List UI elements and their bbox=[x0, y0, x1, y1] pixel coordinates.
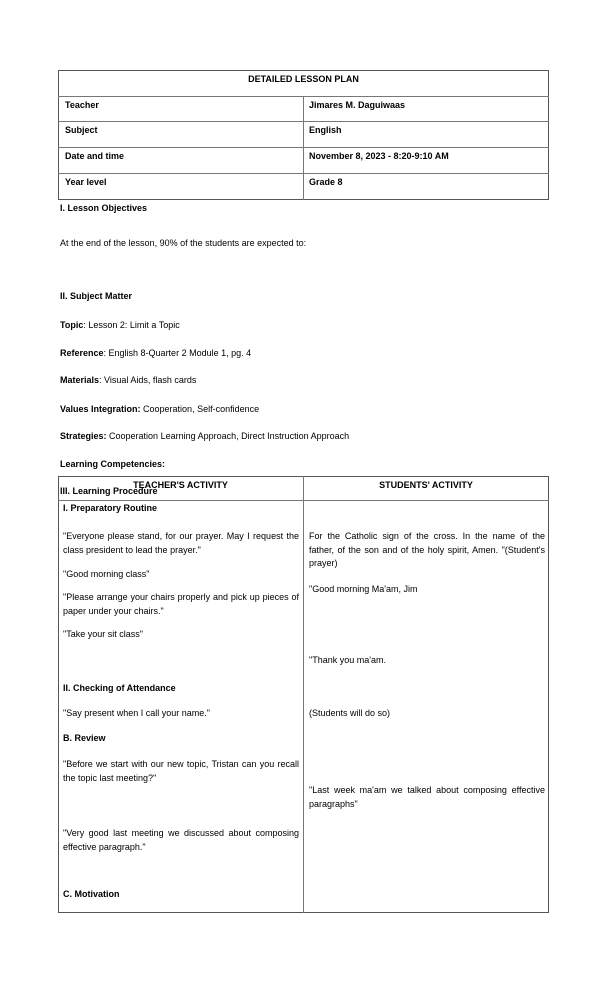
col-students-header: STUDENTS' ACTIVITY bbox=[379, 480, 473, 490]
divider bbox=[303, 476, 304, 913]
col-teacher-header: TEACHER'S ACTIVITY bbox=[133, 480, 228, 490]
objectives-heading: I. Lesson Objectives bbox=[60, 203, 148, 213]
date-label: Date and time bbox=[65, 151, 125, 161]
strategies-value: Cooperation Learning Approach, Direct Instruction Approach bbox=[106, 431, 350, 441]
reference-value: : English 8-Quarter 2 Module 1, pg. 4 bbox=[103, 348, 252, 358]
teacher-review: "Before we start with our new topic, Tristan can you recall the topic last meeting?" bbox=[63, 759, 299, 783]
students-prayer: For the Catholic sign of the cross. In the name of the father, of the son and of the holy spirit, Amen. "(Student's prayer) bbox=[309, 531, 545, 568]
teacher-prayer: "Everyone please stand, for our prayer. May I request the class president to lead the prayer." bbox=[63, 531, 299, 555]
strategies-line bbox=[60, 431, 349, 441]
attendance-heading: II. Checking of Attendance bbox=[63, 683, 176, 693]
competencies-label: Learning Competencies: bbox=[60, 459, 166, 469]
subject-matter-heading: II. Subject Matter bbox=[60, 291, 133, 301]
teacher-chairs: "Please arrange your chairs properly and pick up pieces of paper under your chairs." bbox=[63, 592, 299, 616]
motivation-heading: C. Motivation bbox=[63, 889, 120, 899]
materials-label: Materials bbox=[60, 375, 100, 385]
students-present: (Students will do so) bbox=[309, 708, 391, 718]
teacher-very-good: "Very good last meeting we discussed about composing effective paragraph." bbox=[63, 828, 299, 852]
teacher-label: Teacher bbox=[65, 100, 99, 110]
topic-label: Topic bbox=[60, 320, 84, 330]
objectives-text: At the end of the lesson, 90% of the students are expected to: bbox=[60, 238, 307, 248]
date-value: November 8, 2023 - 8:20-9:10 AM bbox=[309, 151, 449, 161]
students-thanks: "Thank you ma'am. bbox=[309, 655, 386, 665]
year-label: Year level bbox=[65, 177, 107, 187]
students-greet: "Good morning Ma'am, Jim bbox=[309, 584, 418, 594]
reference-line bbox=[60, 348, 251, 358]
values-value: Cooperation, Self-confidence bbox=[140, 404, 260, 414]
materials-line bbox=[60, 375, 196, 385]
teacher-greet: "Good morning class" bbox=[63, 569, 150, 579]
reference-label: Reference bbox=[60, 348, 104, 358]
procedure-heading: III. Learning Procedure bbox=[60, 486, 158, 496]
materials-value: : Visual Aids, flash cards bbox=[99, 375, 197, 385]
year-value: Grade 8 bbox=[309, 177, 343, 187]
teacher-sit: "Take your sit class" bbox=[63, 629, 143, 639]
subject-label: Subject bbox=[65, 125, 98, 135]
students-review: "Last week ma'am we talked about composing effective paragraphs" bbox=[309, 785, 545, 809]
lesson-plan-title: DETAILED LESSON PLAN bbox=[248, 74, 359, 84]
strategies-label: Strategies: bbox=[60, 431, 107, 441]
values-line bbox=[60, 404, 259, 414]
teacher-value: Jimares M. Daguiwaas bbox=[309, 100, 406, 110]
topic-line bbox=[60, 320, 180, 330]
topic-value: : Lesson 2: Limit a Topic bbox=[83, 320, 180, 330]
values-label: Values Integration: bbox=[60, 404, 141, 414]
review-heading: B. Review bbox=[63, 733, 106, 743]
subject-value: English bbox=[309, 125, 342, 135]
prep-heading: I. Preparatory Routine bbox=[63, 503, 158, 513]
teacher-present: "Say present when I call your name." bbox=[63, 708, 210, 718]
divider bbox=[303, 96, 304, 200]
